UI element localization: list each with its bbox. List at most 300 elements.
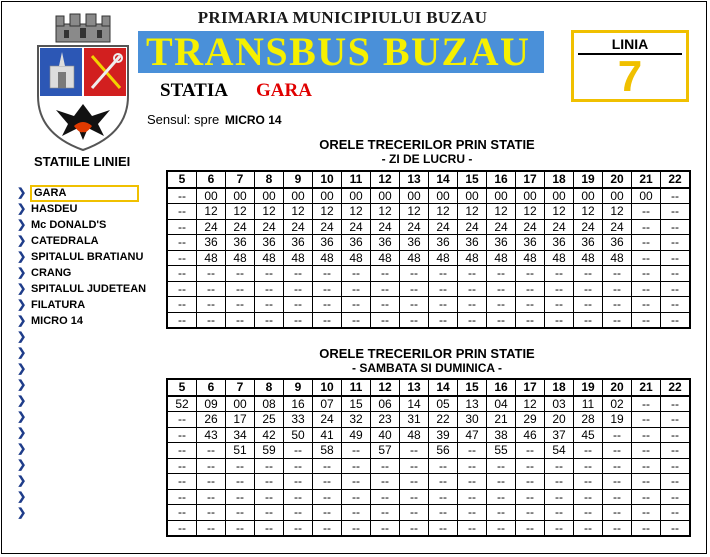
hour-header: 12 [371,379,400,396]
direction-destination: MICRO 14 [224,113,282,127]
stop-item[interactable] [17,377,146,393]
minute-cell: 24 [226,219,255,235]
minute-cell: 33 [284,412,313,428]
hour-header: 6 [197,379,226,396]
hour-header: 17 [516,171,545,188]
hour-header: 8 [255,171,284,188]
minute-cell: -- [661,427,691,443]
minute-cell: -- [516,312,545,328]
minute-cell: 24 [400,219,429,235]
minute-cell: -- [574,312,603,328]
minute-cell: -- [400,443,429,459]
minute-cell: -- [661,505,691,521]
minute-cell: -- [313,458,342,474]
chevron-right-icon: ❯ [17,363,27,375]
minute-cell: 36 [429,235,458,251]
minute-cell: 54 [545,443,574,459]
minute-cell: 50 [284,427,313,443]
minute-cell: -- [632,235,661,251]
minute-cell: 24 [603,219,632,235]
minute-cell: -- [632,281,661,297]
stop-label: HASDEU [31,203,78,215]
minute-cell: 22 [429,412,458,428]
minute-cell: 47 [458,427,487,443]
minute-cell: -- [167,219,197,235]
minute-cell: -- [632,489,661,505]
minute-cell: -- [313,266,342,282]
minute-cell: -- [603,489,632,505]
primaria-title: PRIMARIA MUNICIPIULUI BUZAU [197,8,488,27]
minute-cell: -- [313,474,342,490]
minute-cell: -- [342,443,371,459]
buzau-coat-of-arms-icon [34,12,132,152]
minute-cell: 36 [284,235,313,251]
station-name: GARA [256,80,312,101]
minute-cell: -- [255,281,284,297]
stop-item[interactable] [17,249,146,265]
hour-header: 13 [400,171,429,188]
table-row [167,219,690,235]
table-row [167,474,690,490]
minute-cell: 09 [197,396,226,412]
minute-cell: -- [632,219,661,235]
stops-title: STATIILE LINIEI [34,154,131,169]
stop-item[interactable] [17,233,146,249]
minute-cell: 12 [255,204,284,220]
minute-cell: -- [400,312,429,328]
minute-cell: 00 [458,188,487,204]
stop-item[interactable] [17,217,146,233]
minute-cell: 24 [545,219,574,235]
minute-cell: 12 [429,204,458,220]
minute-cell: -- [371,266,400,282]
hour-header: 13 [400,379,429,396]
table-row [167,443,690,459]
chevron-right-icon: ❯ [17,251,27,263]
minute-cell: -- [661,297,691,313]
minute-cell: 14 [400,396,429,412]
minute-cell: 38 [487,427,516,443]
minute-cell: -- [342,489,371,505]
minute-cell: 36 [603,235,632,251]
minute-cell: 00 [603,188,632,204]
minute-cell: -- [458,474,487,490]
hour-header: 10 [313,379,342,396]
stop-item[interactable] [17,473,146,489]
stop-item[interactable] [17,281,146,297]
minute-cell: 12 [458,204,487,220]
minute-cell: -- [313,312,342,328]
minute-cell: -- [342,474,371,490]
minute-cell: -- [371,297,400,313]
minute-cell: -- [371,458,400,474]
minute-cell: 48 [226,250,255,266]
minute-cell: -- [661,474,691,490]
minute-cell: 48 [313,250,342,266]
minute-cell: 24 [516,219,545,235]
hour-header: 16 [487,379,516,396]
minute-cell: 36 [371,235,400,251]
minute-cell: -- [632,250,661,266]
stop-item[interactable] [17,425,146,441]
minute-cell: 24 [371,219,400,235]
stop-label: SPITALUL BRATIANU [31,251,144,263]
minute-cell: 12 [574,204,603,220]
minute-cell: 02 [603,396,632,412]
minute-cell: -- [226,505,255,521]
minute-cell: 12 [342,204,371,220]
minute-cell: 00 [342,188,371,204]
weekend-hours-row [167,379,690,396]
chevron-right-icon: ❯ [17,395,27,407]
minute-cell: 13 [458,396,487,412]
minute-cell: -- [574,505,603,521]
table-row [167,458,690,474]
minute-cell: -- [284,297,313,313]
minute-cell: 42 [255,427,284,443]
stop-item[interactable] [17,361,146,377]
minute-cell: -- [167,312,197,328]
hour-header: 22 [661,171,691,188]
hour-header: 11 [342,171,371,188]
minute-cell: 12 [197,204,226,220]
minute-cell: 48 [516,250,545,266]
minute-cell: -- [429,312,458,328]
minute-cell: 25 [255,412,284,428]
minute-cell: 26 [197,412,226,428]
weekday-hours-row [167,171,690,188]
minute-cell: -- [342,520,371,536]
minute-cell: -- [661,266,691,282]
minute-cell: 36 [226,235,255,251]
minute-cell: -- [197,281,226,297]
minute-cell: 00 [545,188,574,204]
minute-cell: -- [516,505,545,521]
chevron-right-icon: ❯ [17,411,27,423]
minute-cell: 39 [429,427,458,443]
minute-cell: 48 [574,250,603,266]
weekday-schedule-table [166,170,691,329]
brand-banner [138,31,544,73]
chevron-right-icon: ❯ [17,347,27,359]
minute-cell: -- [458,443,487,459]
minute-cell: -- [661,188,691,204]
minute-cell: -- [487,505,516,521]
hour-header: 18 [545,171,574,188]
minute-cell: -- [603,427,632,443]
hour-header: 14 [429,379,458,396]
chevron-right-icon: ❯ [17,459,27,471]
minute-cell: 52 [167,396,197,412]
hour-header: 11 [342,379,371,396]
stop-item[interactable] [17,489,146,505]
minute-cell: -- [167,458,197,474]
minute-cell: 00 [255,188,284,204]
minute-cell: -- [400,297,429,313]
minute-cell: -- [167,520,197,536]
direction-label: Sensul: spre [147,112,220,127]
hour-header: 19 [574,171,603,188]
stop-item[interactable] [17,201,146,217]
hour-header: 5 [167,379,197,396]
minute-cell: 00 [313,188,342,204]
table-row [167,489,690,505]
minute-cell: 12 [284,204,313,220]
minute-cell: -- [516,443,545,459]
minute-cell: -- [284,458,313,474]
minute-cell: 00 [284,188,313,204]
minute-cell: -- [632,443,661,459]
minute-cell: 24 [255,219,284,235]
table-row [167,204,690,220]
minute-cell: 48 [545,250,574,266]
minute-cell: 48 [342,250,371,266]
minute-cell: 23 [371,412,400,428]
minute-cell: -- [429,297,458,313]
minute-cell: 08 [255,396,284,412]
minute-cell: 36 [313,235,342,251]
weekend-title: ORELE TRECERILOR PRIN STATIE [319,346,535,361]
minute-cell: -- [167,474,197,490]
minute-cell: -- [516,474,545,490]
hour-header: 10 [313,171,342,188]
stop-item[interactable] [17,409,146,425]
minute-cell: -- [226,297,255,313]
minute-cell: -- [167,427,197,443]
table-row [167,235,690,251]
minute-cell: 12 [400,204,429,220]
chevron-right-icon: ❯ [17,443,27,455]
stop-item[interactable] [17,265,146,281]
stop-item[interactable] [17,441,146,457]
minute-cell: -- [545,281,574,297]
minute-cell: -- [603,266,632,282]
hour-header: 17 [516,379,545,396]
chevron-right-icon: ❯ [17,235,27,247]
minute-cell: -- [342,458,371,474]
minute-cell: 36 [255,235,284,251]
minute-cell: 06 [371,396,400,412]
minute-cell: -- [661,489,691,505]
line-label: LINIA [611,36,649,52]
hour-header: 8 [255,379,284,396]
minute-cell: 12 [603,204,632,220]
minute-cell: -- [574,297,603,313]
weekday-title: ORELE TRECERILOR PRIN STATIE [319,137,535,152]
minute-cell: 12 [516,396,545,412]
minute-cell: 48 [429,250,458,266]
hour-header: 6 [197,171,226,188]
minute-cell: -- [255,458,284,474]
minute-cell: -- [487,458,516,474]
minute-cell: 48 [197,250,226,266]
stop-label: MICRO 14 [31,315,83,327]
chevron-right-icon: ❯ [17,283,27,295]
minute-cell: -- [661,281,691,297]
minute-cell: -- [632,505,661,521]
minute-cell: 24 [487,219,516,235]
minute-cell: 00 [516,188,545,204]
minute-cell: 04 [487,396,516,412]
stop-item[interactable] [17,393,146,409]
minute-cell: 00 [226,396,255,412]
minute-cell: -- [632,427,661,443]
minute-cell: 32 [342,412,371,428]
minute-cell: 36 [400,235,429,251]
minute-cell: -- [516,489,545,505]
minute-cell: -- [226,474,255,490]
chevron-right-icon: ❯ [17,379,27,391]
minute-cell: 36 [487,235,516,251]
minute-cell: -- [284,281,313,297]
minute-cell: -- [255,474,284,490]
minute-cell: 48 [400,427,429,443]
minute-cell: -- [226,266,255,282]
minute-cell: 15 [342,396,371,412]
minute-cell: -- [167,297,197,313]
minute-cell: -- [574,474,603,490]
minute-cell: -- [371,312,400,328]
minute-cell: -- [284,312,313,328]
stop-item[interactable] [17,329,146,345]
minute-cell: -- [458,281,487,297]
minute-cell: 12 [313,204,342,220]
direction [147,112,282,127]
minute-cell: 00 [632,188,661,204]
minute-cell: -- [603,443,632,459]
stop-item[interactable] [17,313,146,329]
stop-item[interactable] [17,457,146,473]
minute-cell: -- [429,266,458,282]
hour-header: 22 [661,379,691,396]
minute-cell: 24 [458,219,487,235]
stop-item[interactable] [17,505,146,521]
chevron-right-icon: ❯ [17,491,27,503]
minute-cell: -- [197,489,226,505]
minute-cell: -- [632,297,661,313]
minute-cell: -- [400,458,429,474]
minute-cell: 48 [487,250,516,266]
minute-cell: -- [342,297,371,313]
stop-label: CATEDRALA [31,235,99,247]
minute-cell: -- [632,520,661,536]
minute-cell: -- [458,520,487,536]
minute-cell: -- [400,474,429,490]
minute-cell: -- [342,312,371,328]
stop-label: GARA [30,185,139,202]
minute-cell: -- [371,474,400,490]
line-number: 7 [617,52,643,101]
minute-cell: -- [661,412,691,428]
minute-cell: -- [197,297,226,313]
minute-cell: 30 [458,412,487,428]
weekend-title-block [166,347,688,375]
minute-cell: 21 [487,412,516,428]
table-row [167,520,690,536]
minute-cell: -- [226,520,255,536]
minute-cell: 07 [313,396,342,412]
hour-header: 14 [429,171,458,188]
table-row [167,188,690,204]
minute-cell: -- [516,297,545,313]
minute-cell: -- [284,474,313,490]
minute-cell: -- [574,266,603,282]
minute-cell: 12 [371,204,400,220]
minute-cell: -- [661,235,691,251]
minute-cell: 46 [516,427,545,443]
minute-cell: -- [400,505,429,521]
minute-cell: -- [574,281,603,297]
minute-cell: 00 [574,188,603,204]
minute-cell: -- [632,312,661,328]
minute-cell: 34 [226,427,255,443]
chevron-right-icon: ❯ [17,475,27,487]
minute-cell: -- [661,219,691,235]
minute-cell: 40 [371,427,400,443]
chevron-right-icon: ❯ [17,315,27,327]
minute-cell: -- [632,396,661,412]
minute-cell: -- [429,489,458,505]
table-row [167,427,690,443]
minute-cell: 36 [342,235,371,251]
minute-cell: -- [574,458,603,474]
minute-cell: -- [661,520,691,536]
hour-header: 20 [603,379,632,396]
minute-cell: -- [167,188,197,204]
hour-header: 16 [487,171,516,188]
minute-cell: 48 [603,250,632,266]
minute-cell: -- [545,474,574,490]
minute-cell: -- [167,505,197,521]
minute-cell: 58 [313,443,342,459]
minute-cell: -- [197,474,226,490]
minute-cell: -- [255,297,284,313]
minute-cell: -- [400,520,429,536]
minute-cell: 55 [487,443,516,459]
hour-header: 15 [458,171,487,188]
table-row [167,505,690,521]
minute-cell: -- [429,474,458,490]
minute-cell: -- [167,443,197,459]
minute-cell: -- [371,489,400,505]
minute-cell: 48 [371,250,400,266]
stops-list [17,185,146,521]
minute-cell: -- [197,266,226,282]
stop-item[interactable] [17,345,146,361]
minute-cell: -- [487,474,516,490]
minute-cell: 36 [197,235,226,251]
minute-cell: -- [603,474,632,490]
stop-item[interactable] [17,185,146,201]
minute-cell: -- [284,489,313,505]
hour-header: 7 [226,171,255,188]
stop-item[interactable] [17,297,146,313]
stop-label: FILATURA [31,299,86,311]
minute-cell: -- [284,443,313,459]
minute-cell: -- [487,297,516,313]
minute-cell: -- [545,266,574,282]
minute-cell: 51 [226,443,255,459]
minute-cell: 17 [226,412,255,428]
minute-cell: 00 [487,188,516,204]
minute-cell: -- [197,520,226,536]
minute-cell: -- [545,489,574,505]
minute-cell: -- [603,297,632,313]
minute-cell: 24 [574,219,603,235]
minute-cell: 48 [255,250,284,266]
minute-cell: -- [603,281,632,297]
minute-cell: -- [197,458,226,474]
